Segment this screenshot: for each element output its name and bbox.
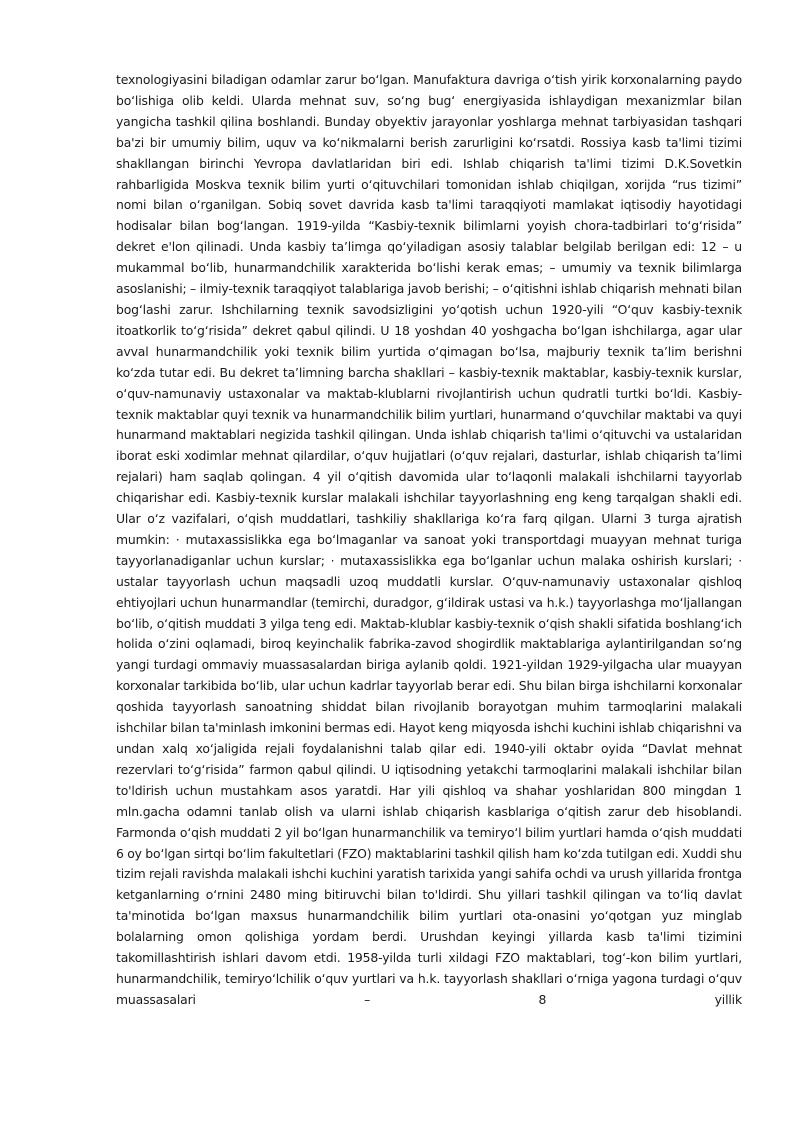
body-paragraph: texnologiyasini biladigan odamlar zarur bo‘lgan. Manufaktura davriga o‘tish yirik korxonalarning paydo bo‘lishiga olib keldi. Ularda mehnat suv, so‘ng bug‘ energiyasida ishlaydigan mexanizmlar bilan yangicha tashkil qilina boshlandi. Bunday obyektiv jarayonlar yoshlarga mehnat tarbiyasidan tashqari ba'zi bir umumiy bilim, uquv va ko‘nikmalarni berish zarurligini ko‘rsatdi. Rossiya kasb ta'limi tizimi shakllangan birinchi Yevropa davlatlaridan biri edi. Ishlab chiqarish ta'limi tizimi D.K.Sovetkin rahbarligida Moskva texnik bilim yurti o‘qituvchilari tomonidan ishlab chiqilgan, xorijda “rus tizimi” nomi bilan o‘rganilgan. Sobiq sovet davrida kasb ta'limi taraqqiyoti mamlakat iqtisodiy hayotidagi hodisalar bilan bog‘langan. 1919-yilda “Kasbiy-texnik bilimlarni yoyish chora-tadbirlari to‘g‘risida” dekret e'lon qilinadi. Unda kasbiy ta’limga qo‘yiladigan asosiy talablar belgilab berilgan edi: 12 – u mukammal bo‘lib, hunarmandchilik xarakterida bo‘lishi kerak emas; – umumiy va texnik bilimlarga asoslanishi; – ilmiy-texnik taraqqiyot talablariga javob berishi; – o‘qitishni ishlab chiqarish mehnati bilan bog‘lashi zarur. Ishchilarning texnik savodsizligini yo‘qotish uchun 1920-yili “O‘quv kasbiy-texnik itoatkorlik to‘g‘risida” dekret qabul qilindi. U 18 yoshdan 40 yoshgacha bo‘lgan ishchilarga, agar ular avval hunarmandchilik yoki texnik bilim yurtida o‘qimagan bo‘lsa, majburiy texnik ta’lim berishni ko‘zda tutar edi. Bu dekret ta’limning barcha shakllari – kasbiy-texnik maktablar, kasbiy-texnik kurslar, o‘quv-namunaviy ustaxonalar va maktab-klublarni rivojlantirish uchun qudratli turtki bo‘ldi. Kasbiy-texnik maktablar quyi texnik va hunarmandchilik bilim yurtlari, hunarmand o‘quvchilar maktabi va quyi hunarmand maktablari negizida tashkil qilingan. Unda ishlab chiqarish ta'limi o‘qituvchi va ustalaridan iborat eski xodimlar mehnat qilardilar, o‘quv hujjatlari (o‘quv rejalari, dasturlar, ishlab chiqarish ta’limi rejalari) ham saqlab qolingan. 4 yil o‘qitish davomida ular to‘laqonli malakali ishchilarni tayyorlab chiqarishar edi. Kasbiy-texnik kurslar malakali ishchilar tayyorlashning eng keng tarqalgan shakli edi. Ular o‘z vazifalari, o‘qish muddatlari, tashkiliy shakllariga ko‘ra farq qilgan. Ularni 3 turga ajratish mumkin: · mutaxassislikka ega bo‘lmaganlar va sanoat yoki transportdagi muayyan mehnat turiga tayyorlanadiganlar uchun kurslar; · mutaxassislikka ega bo‘lganlar uchun malaka oshirish kurslari; · ustalar tayyorlash uchun maqsadli uzoq muddatli kurslar. O‘quv-namunaviy ustaxonalar qishloq ehtiyojlari uchun hunarmandlar (temirchi, duradgor, g‘ildirak ustasi va h.k.) tayyorlashga mo‘ljallangan bo‘lib, o‘qitish muddati 3 yilga teng edi. Maktab-klublar kasbiy-texnik o‘qish shakli sifatida boshlang‘ich holida o‘zini oqlamadi, biroq keyinchalik fabrika-zavod shogirdlik maktablariga aylantirilgandan so‘ng yangi turdagi ommaviy muassasalardan biriga aylanib qoldi. 1921-yildan 1929-yilgacha ular muayyan korxonalar tarkibida bo‘lib, ular uchun kadrlar tayyorlab berar edi. Shu bilan birga ishchilarni korxonalar qoshida tayyorlash sanoatning shiddat bilan rivojlanib borayotgan muhim tarmoqlarini malakali ishchilar bilan ta'minlash imkonini bermas edi. Hayot keng miqyosda ishchi kuchini ishlab chiqarishni va undan xalq xo‘jaligida rejali foydalanishni talab qilar edi. 1940-yili oktabr oyida “Davlat mehnat rezervlari to‘g‘risida” farmon qabul qilindi. U iqtisodning yetakchi tarmoqlarini malakali ishchilar bilan to'ldirish uchun mustahkam asos yaratdi. Har yili qishloq va shahar yoshlaridan 800 mingdan 1 mln.gacha odamni tanlab olish va ularni ishlab chiqarish kasblariga o‘qitish zarur deb hisoblandi. Farmonda o‘qish muddati 2 yil bo‘lgan hunarmanchilik va temiryo‘l bilim yurtlari hamda o‘qish muddati 6 oy bo‘lgan sirtqi bo‘lim fakultetlari (FZO) maktablarini tashkil qilish ham ko‘zda tutilgan edi. Xuddi shu tizim rejali ravishda malakali ishchi kuchini yaratish tarixida yangi sahifa ochdi va urush yillarida frontga ketganlarning o‘rnini 2480 ming bitiruvchi bilan to'ldirdi. Shu yillari tashkil qilingan va to‘liq davlat ta'minotida bo‘lgan maxsus hunarmandchilik bilim yurtlari ota-onasini yo‘qotgan yuz minglab bolalarning omon qolishiga yordam berdi. Urushdan keyingi yillarda kasb ta'limi tizimini takomillashtirish ishlari davom etdi. 1958-yilda turli xildagi FZO maktablari, tog‘-kon bilim yurtlari, hunarmandchilik, temiryo‘lchilik o‘quv yurtlari va h.k. tayyorlash shakllari o‘rniga yagona turdagi o‘quv muassasalari – 8 yillik — [116, 72, 742, 1007]
